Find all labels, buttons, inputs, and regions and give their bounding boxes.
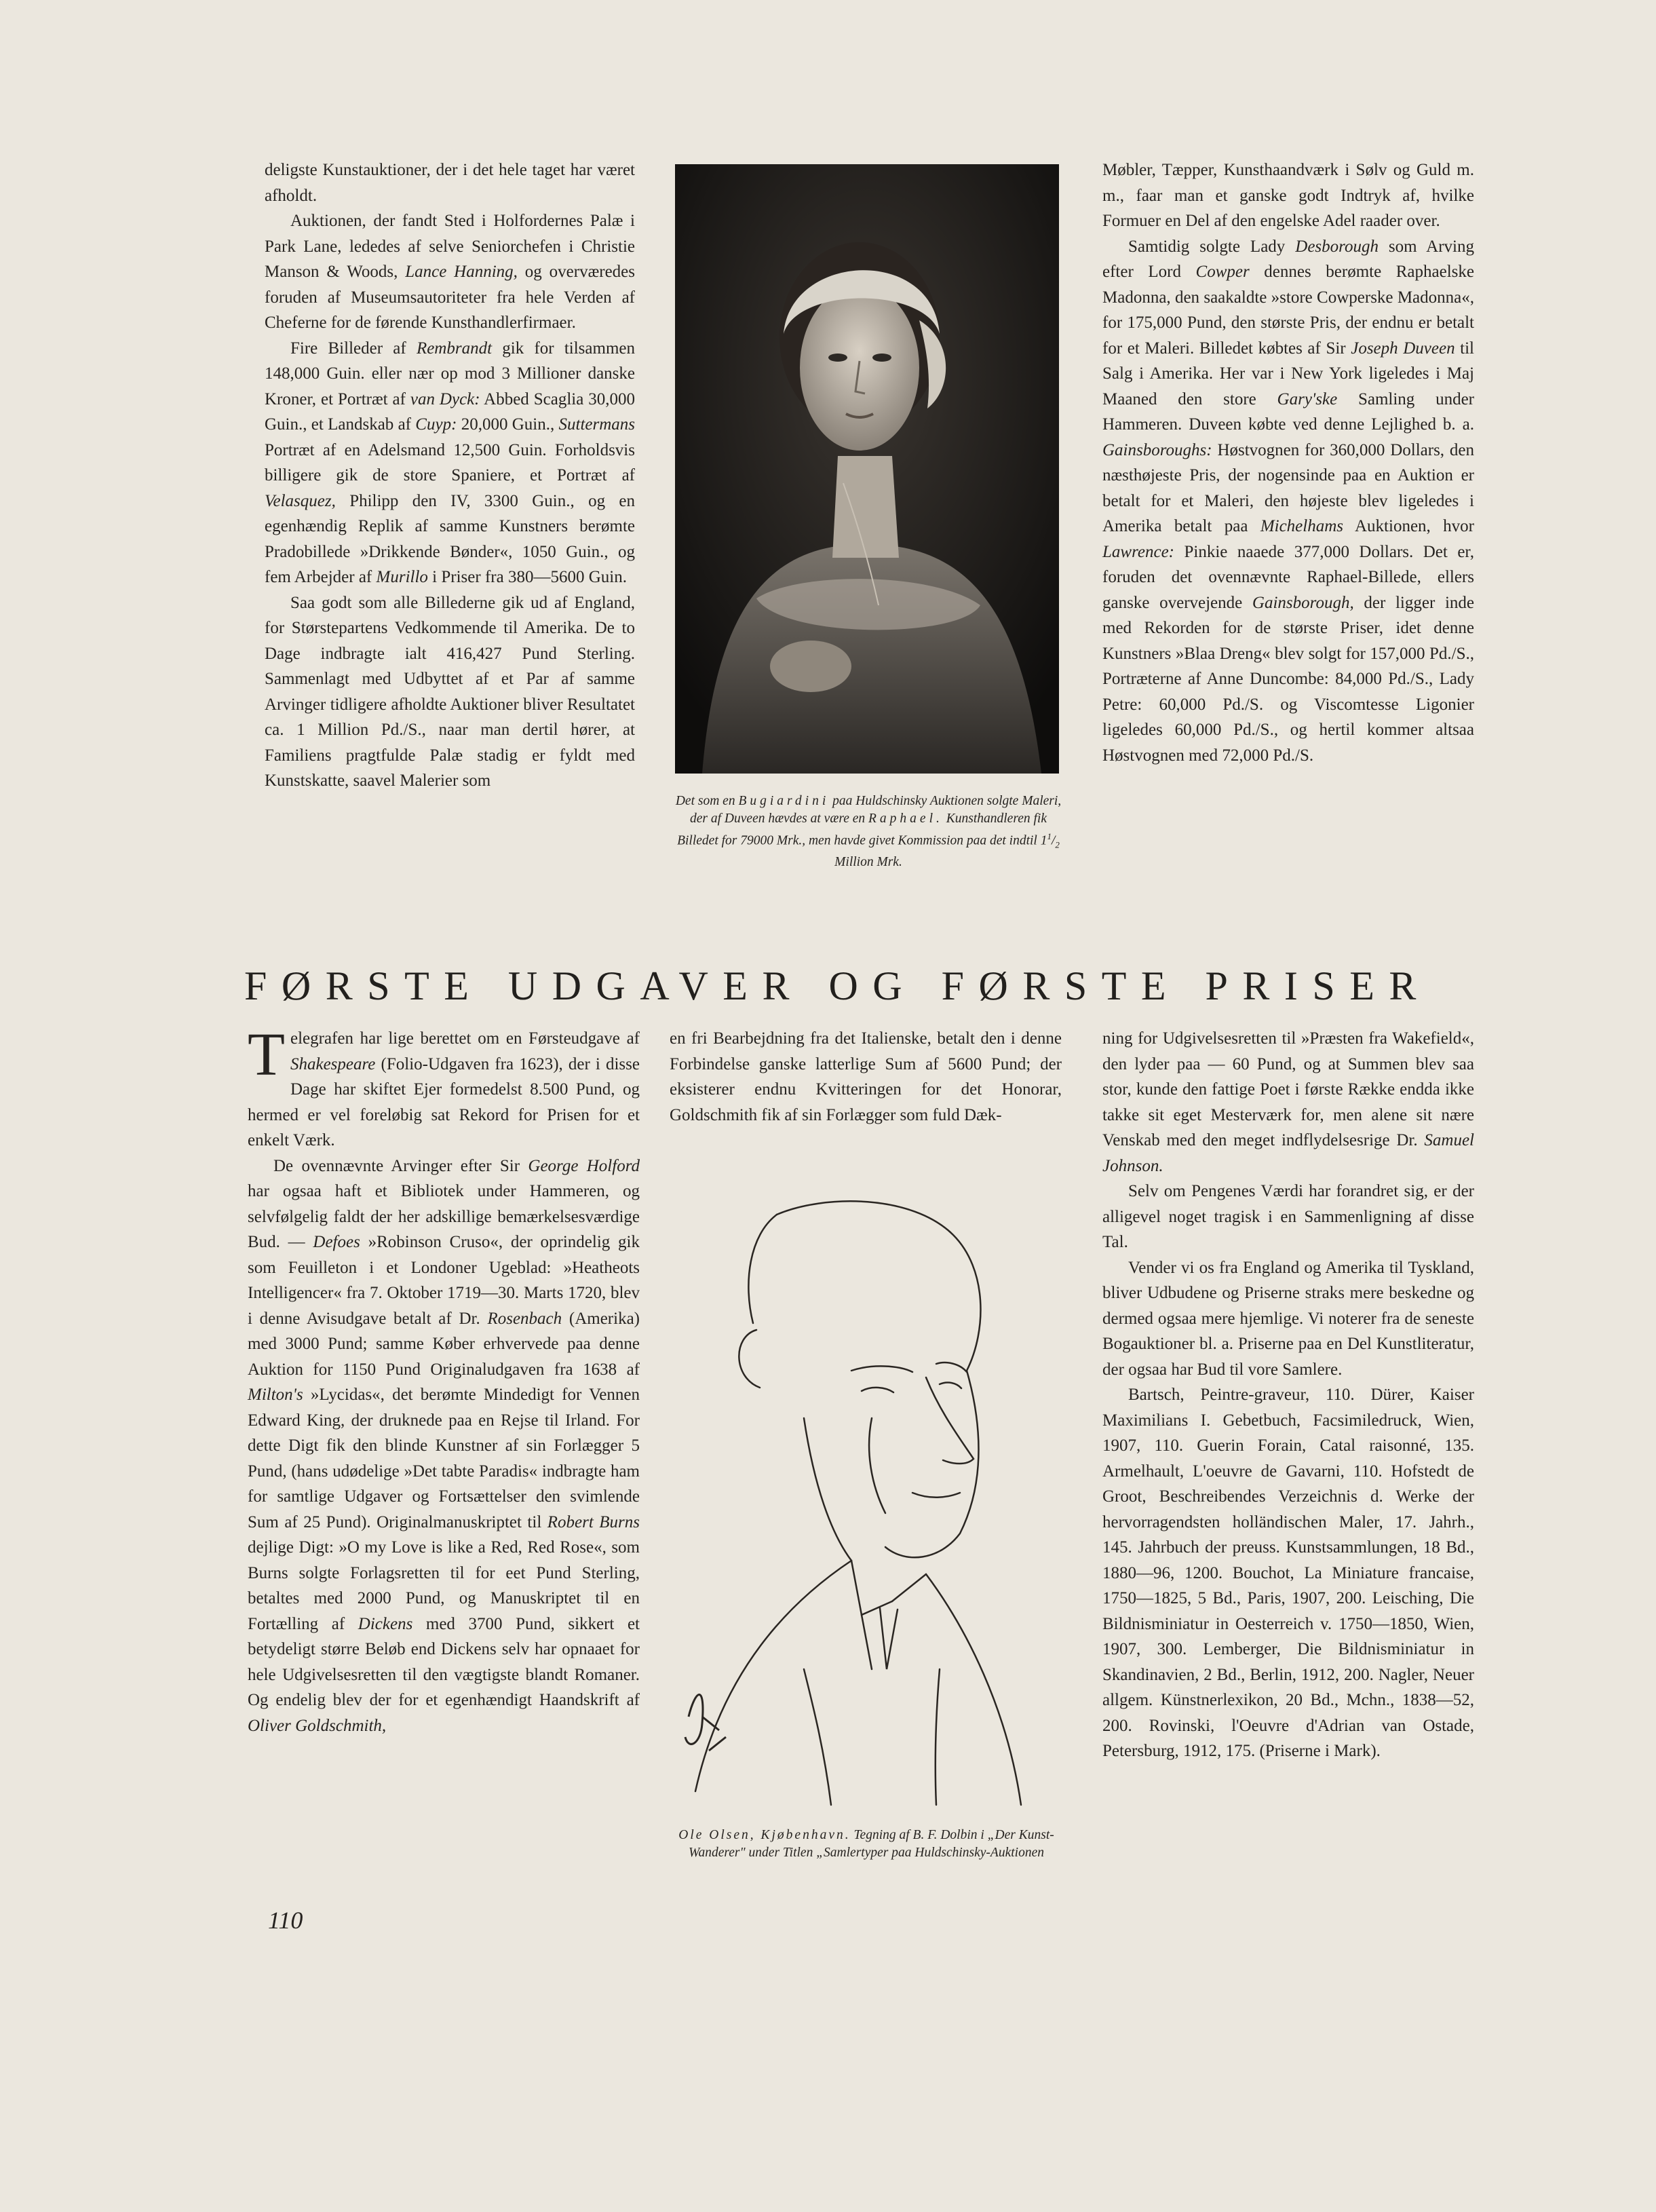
paragraph: ning for Udgivelsesretten til »Præsten fra Wakefield«, den lyder paa — 60 Pund, og at Summen blev saa stor, kunde den fattige Poet i første Række endda ikke takke sit eget Mesterværk for, men alene sit nære Venskab med den meget indflydelsesrige Dr. Samuel Johnson. [1102, 1029, 1474, 1175]
paragraph: Fire Billeder af Rembrandt gik for tilsammen 148,000 Guin. eller nær op mod 3 Millioner danske Kroner, et Portræt af van Dyck: Abbed Scaglia 30,000 Guin., et Landskab af Cuyp: 20,000 Guin., Suttermans Portræt af en Adelsmand 12,500 Guin. Forholdsvis billigere gik de store Spaniere, et Portræt af Velasquez, Philipp den IV, 3300 Guin., og en egenhændig Replik af samme Kunstners berømte Pradobillede »Drikkende Bønder«, 1050 Guin., og fem Arbejder af Murillo i Priser fra 380—5600 Guin. [265, 339, 636, 586]
article-column-5 [670, 1026, 1062, 1128]
article-column-1 [265, 157, 635, 794]
paragraph: Vender vi os fra England og Amerika til Tyskland, bliver Udbudene og Priserne straks mere beskedne og dermed ogsaa mere hjemlige. Vi noterer fra de seneste Bogauktioner bl. a. Priserne paa en Del Kunstliteratur, der ogsaa har Bud til vore Samlere. [1102, 1258, 1474, 1379]
paragraph: Møbler, Tæpper, Kunsthaandværk i Sølv og Guld m. m., faar man et ganske godt Indtryk af, hvilke Formuer en Del af den engelske Adel raader over. [1102, 161, 1474, 230]
paragraph: Auktionen, der fandt Sted i Holfordernes Palæ i Park Lane, lededes af selve Seniorchefen i Christie Manson & Woods, Lance Hanning, og overværedes foruden af Museumsautoriteter fra hele Verden af Cheferne for de førende Kunsthandlerfirmaer. [265, 212, 636, 332]
article-column-4 [248, 1021, 640, 1738]
paragraph: Telegrafen har lige berettet om en Førsteudgave af Shakespeare (Folio-Udgaven fra 1623), der i disse Dage har skiftet Ejer formedelst 8.500 Pund, og hermed er vel foreløbig sat Rekord for Prisen for et enkelt Værk. [248, 1021, 640, 1149]
paragraph: De ovennævnte Arvinger efter Sir George Holford har ogsaa haft et Bibliotek under Hammeren, og selvfølgelig faldt der her adskillige bemærkelsesværdige Bud. — Defoes »Robinson Cruso«, der oprindelig gik som Feuilleton i et Londoner Ugeblad: »Heatheots Intelligencer« fra 7. Oktober 1719—30. Marts 1720, blev i denne Avisudgave betalt af Dr. Rosenbach (Amerika) med 3000 Pund; samme Køber erhvervede paa denne Auktion for 1150 Pund Originaludgaven fra 1638 af Milton's »Lycidas«, det berømte Mindedigt for Vennen Edward King, der druknede paa en Rejse til Irland. For dette Digt fik den blinde Kunstner af sin Forlægger 5 Pund, (hans udødelige »Det tabte Paradis« indbragte ham for samtlige Udgaver og Fortsættelser den svimlende Sum af 25 Pund). Originalmanuskriptet til Robert Burns dejlige Digt: »O my Love is like a Red, Red Rose«, som Burns solgte Forlagsretten til for eet Pund Sterling, betaltes med 2000 Pund, og Manuskriptet til en Fortælling af Dickens med 3700 Pund, sikkert et betydeligt større Beløb end Dickens selv har opnaaet for hele Udgivelsesretten til den vægtigste blandt Romaner. Og endelig blev der for et egenhændigt Haandskrift af Oliver Goldschmith, [248, 1156, 640, 1735]
pen-sketch-portrait [668, 1194, 1062, 2212]
sketch-caption: Ole Olsen, Kjøbenhavn. Tegning af B. F. Dolbin i „Der Kunst-Wanderer" under Titlen „Samlertyper paa Huldschinsky-Auktionen [678, 1828, 1054, 1860]
drop-cap: T [248, 1021, 285, 1088]
paragraph: en fri Bearbejdning fra det Italienske, betalt den i denne Forbindelse ganske latterlige Sum af 5600 Pund; der eksisterer endnu Kvitteringen for det Honorar, Goldschmith fik af sin Forlægger som fuld Dæk- [670, 1029, 1062, 1124]
page-headline: FØRSTE UDGAVER OG FØRSTE PRISER [244, 964, 1431, 1008]
article-column-6 [1102, 1026, 1474, 1764]
paragraph: Selv om Pengenes Værdi har forandret sig, er der alligevel noget tragisk i en Sammenligning af disse Tal. [1102, 1182, 1474, 1251]
article-column-3 [1102, 157, 1474, 768]
paragraph: Samtidig solgte Lady Desborough som Arving efter Lord Cowper dennes berømte Raphaelske Madonna, den saakaldte »store Cowperske Madonna«, for 175,000 Pund, den største Pris, der endnu er betalt for et Maleri. Billedet købtes af Sir Joseph Duveen til Salg i Amerika. Her var i New York ligeledes i Maj Maaned den store Gary'ske Samling under Hammeren. Duveen købte ved denne Lejlighed b. a. Gainsboroughs: Høstvognen for 360,000 Dollars, den næsthøjeste Pris, der nogensinde paa en Auktion er betalt for et Maleri, den højeste blev ligeledes i Amerika betalt paa Michelhams Auktionen, hvor Lawrence: Pinkie naaede 377,000 Dollars. Det er, foruden det ovennævnte Raphael-Billede, ellers ganske overvejende Gainsborough, der ligger inde med Rekorden for de største Priser, idet denne Kunstners »Blaa Dreng« blev solgt for 157,000 Pd./S., Portræterne af Anne Duncombe: 84,000 Pd./S., Lady Petre: 60,000 Pd./S. og Viscomtesse Ligonier ligeledes 60,000 Pd./S., og hertil kommer altsaa Høstvognen med 72,000 Pd./S. [1102, 237, 1475, 765]
paragraph: Saa godt som alle Billederne gik ud af England, for Størstepartens Vedkommende til Amerika. De to Dage indbragte ialt 416,427 Pund Sterling. Sammenlagt med Udbyttet af et Par af samme Arvinger tidligere afholdte Auktioner bliver Resultatet ca. 1 Million Pd./S., naar man dertil hører, at Familiens pragtfulde Palæ stadig er fyldt med Kunstskatte, saavel Malerier som [265, 593, 635, 790]
portrait-painting [675, 164, 1059, 774]
paragraph: deligste Kunstauktioner, der i det hele taget har været afholdt. [265, 161, 635, 205]
paragraph: Bartsch, Peintre-graveur, 110. Dürer, Kaiser Maximilians I. Gebetbuch, Facsimiledruck, Wien, 1907, 110. Guerin Forain, Catal raisonné, 135. Armelhault, L'oeuvre de Gavarni, 110. Hofstedt de Groot, Beschreibendes Verzeichnis d. Werke der hervorragendsten holländischen Maler, 17. Jahrh., 145. Jahrbuch der preuss. Kunstsammlungen, 18 Bd., 1880—96, 1200. Bouchot, La Miniature francaise, 1750—1825, 5 Bd., Paris, 1907, 200. Leisching, Die Bildnisminiatur in Oesterreich v. 1750—1850, Wien, 1907, 300. Lemberger, Die Bildnisminiatur in Skandinavien, 2 Bd., Berlin, 1912, 200. Nagler, Neuer allgem. Künstnerlexikon, 20 Bd., Mchn., 1838—52, 200. Rovinski, l'Oeuvre d'Adrian van Ostade, Petersburg, 1912, 175. (Priserne i Mark). [1102, 1386, 1474, 1760]
page-number: 110 [268, 1907, 303, 1934]
portrait-caption: Det som en Bugiardini paa Huldschinsky Auktionen solgte Maleri, der af Duveen hævdes at være en Raphael. Kunsthandleren fik Billedet for 79000 Mrk., men havde givet Kommission paa det indtil $1^1/_2$ Million Mrk. [675, 794, 1062, 870]
